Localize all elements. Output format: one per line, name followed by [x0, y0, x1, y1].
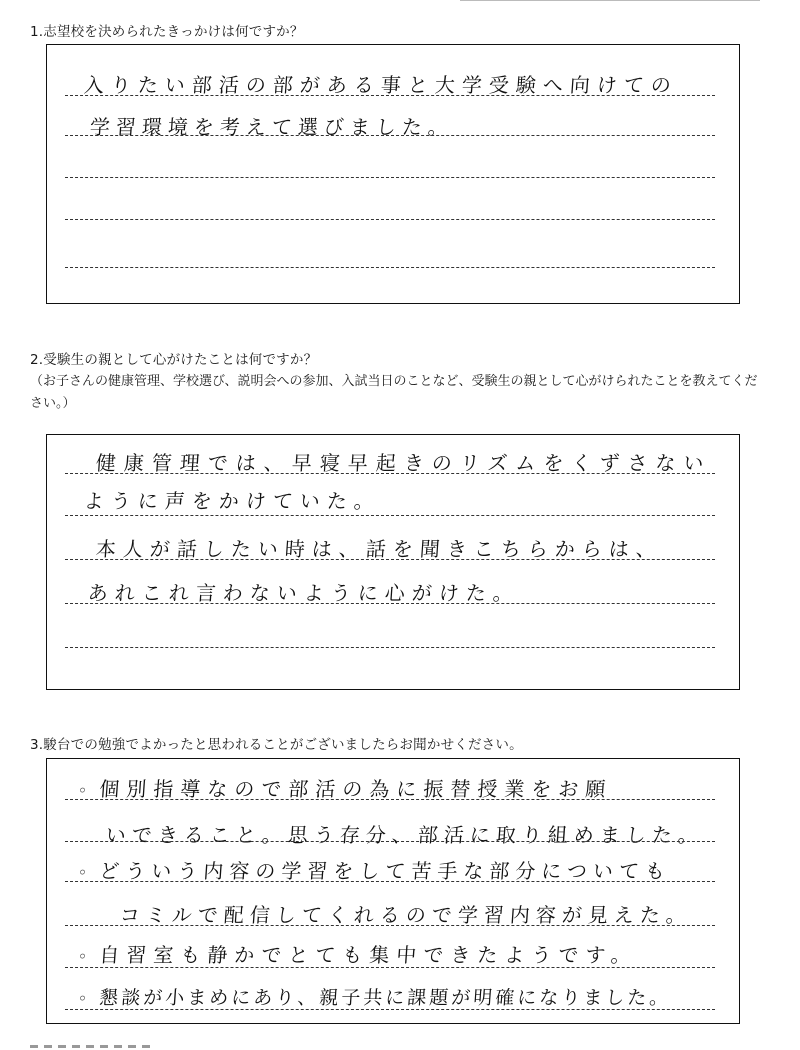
answer-1-rule-4	[65, 219, 715, 220]
answer-3-line-4: コミルで配信してくれるので学習内容が見えた。	[119, 903, 693, 927]
answer-2-line-2: ように声をかけていた。	[83, 489, 382, 513]
answer-1-rule-2	[65, 135, 715, 136]
question-3-label: 3.駿台での勉強でよかったと思われることがございましたらお聞かせください。	[30, 737, 523, 753]
answer-1-rule-1	[65, 95, 715, 96]
answer-box-1	[46, 44, 740, 304]
answer-1-rule-5	[65, 267, 715, 268]
answer-3-line-6-text: 懇談が小まめにあり、親子共に課題が明確になりました。	[98, 987, 673, 1009]
answer-3-line-5	[77, 939, 639, 968]
answer-2-rule-1	[65, 473, 715, 474]
answer-2-rule-2	[65, 515, 715, 516]
answer-2-rule-4	[65, 603, 715, 604]
answer-2-line-3: 本人が話したい時は、話を聞きこちらからは、	[95, 537, 664, 561]
answer-3-line-1	[77, 773, 613, 802]
answer-3-line-6	[77, 983, 672, 1010]
answer-2-rule-3	[65, 559, 715, 560]
answer-3-rule-5	[65, 967, 715, 968]
answer-1-rule-3	[65, 177, 715, 178]
answer-3-rule-4	[65, 925, 715, 926]
answer-box-3	[46, 758, 740, 1024]
question-2-label: 2.受験生の親として心がけたことは何ですか？	[30, 352, 318, 368]
answer-3-line-5-text: 自習室も静かでとても集中できたようです。	[98, 943, 639, 967]
bullet-mark: ◦	[77, 863, 88, 882]
answer-2-rule-5	[65, 647, 715, 648]
answer-2-line-4: あれこれ言わないように心がけた。	[87, 581, 521, 605]
answer-3-line-2: いできること。思う存分、部活に取り組めました。	[105, 823, 705, 847]
bullet-mark: ◦	[77, 947, 88, 966]
answer-3-line-3-text: どういう内容の学習をして苦手な部分についても	[98, 859, 672, 883]
answer-3-line-1-text: 個別指導なので部活の為に振替授業をお願	[98, 777, 614, 801]
question-1-label: 1.志望校を決められたきっかけは何ですか？	[30, 24, 304, 40]
answer-3-rule-3	[65, 881, 715, 882]
answer-3-rule-1	[65, 799, 715, 800]
answer-box-2	[46, 434, 740, 690]
bullet-mark: ◦	[77, 781, 88, 800]
answer-3-rule-2	[65, 841, 715, 842]
answer-3-line-3	[77, 855, 672, 884]
answer-3-rule-6	[65, 1009, 715, 1010]
question-2-note: （お子さんの健康管理、学校選び、説明会への参加、入試当日のことなど、受験生の親として心がけられたことを教えてください。）	[30, 374, 758, 411]
bullet-mark: ◦	[77, 989, 88, 1008]
scan-bottom-mark	[30, 1045, 150, 1048]
answer-2-line-1: 健康管理では、早寝早起きのリズムをくずさない	[95, 451, 713, 475]
answer-1-line-2: 学習環境を考えて選びました。	[89, 115, 455, 139]
scan-edge-line	[460, 0, 760, 1]
answer-1-line-1: 入りたい部活の部がある事と大学受験へ向けての	[83, 73, 679, 97]
